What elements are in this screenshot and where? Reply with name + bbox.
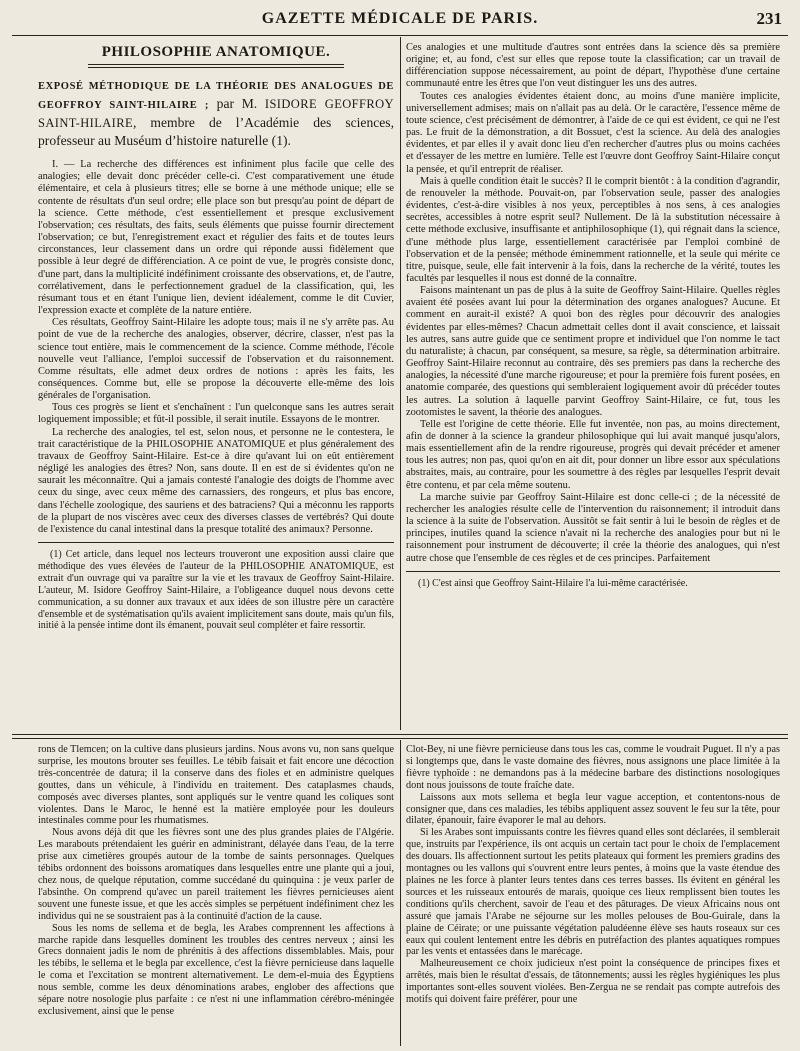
section-title: PHILOSOPHIE ANATOMIQUE. — [101, 44, 331, 60]
paragraph: Malheureusement ce choix judicieux n'est point la conséquence de principes fixes et arrêtés, mais bien le résultat d'essais, de tâtonnements; aussi les règles hygiéniques les plus importantes sont-elles souvent violées. Ben-Zergua ne se rendait pas compte autrefois des motifs qui doivent faire préférer, pour une — [406, 958, 780, 1006]
column-divider-upper — [400, 37, 401, 730]
paragraph: Sous les noms de sellema et de begla, les Arabes comprennent les affections à marche rapide dans lesquelles dominent les troubles des centres nerveux ; ainsi les Grecs donnaient jadis le nom de phrénitis à des affections dissemblables. Mais, pour les tébibs, le sellema et le begla par excellence, c'est la fièvre pernicieuse dans laquelle le coma et l'excitation se montrent alternativement. Le dem-el-muia des Égyptiens nous semble, comme les deux dénominations arabes, englober des affections que sépare notre nosologie plus parfaite : ce n'est ni une inflammation cérébro-méningée exclusivement, ainsi que le pense — [38, 922, 394, 1017]
subtitle-author: ISIDORE GEOFFROY SAINT-HILAIRE — [38, 97, 394, 131]
paragraph: I. — La recherche des différences est infiniment plus facile que celle des analogies; elle devait donc précéder celle-ci. C'est comparativement une étude élémentaire, et cela à plusieurs titres; elle se borne à une méthode unique; elle se contente de résultats d'un seul ordre; elle place son but presqu'au point de départ de la science. Cette méthode, c'est essentiellement et presque exclusivement l'observation; ces résultats, des faits, seuls éléments que puisse fournir directement l'observation; ce but, l'enregistrement exact et régulier des faits et de toutes leurs circonstances, leur classement dans un ordre qui réponde aussi fidèlement que possible à leur degré de différenciation. A ce point de vue, le progrès consiste donc, d'une part, dans la multiplicité indéfiniment croissante des observations, et, de l'autre, corrélativement, dans le perfectionnement graduel de la classification, qui, les résumant tous et en étant l'unique lien, devient idéalement, comme le dit Cuvier, l'expression exacte et complète de la nature entière. — [38, 159, 394, 317]
footnote — [406, 578, 780, 590]
footnote-rule — [406, 571, 780, 572]
footnote — [38, 549, 394, 632]
masthead-rule — [12, 35, 788, 36]
paragraph: rons de Tlemcen; on la cultive dans plusieurs jardins. Nous avons vu, non sans quelque surprise, les moutons brouter ses feuilles. Le tébib faisait et fait encore une décoction très-concentrée de datura; il la conserve dans des fioles et en administre quelques gouttes, dans un véhicule, à l'individu en traitement. Des cataplasmes chauds, composés avec diverses plantes, sont appliqués sur le ventre quand les coliques sont violentes. Dans le Maroc, le henné est la matière employée pour les douleurs intestinales comme pour les rhumatismes. — [38, 744, 394, 827]
paragraph: Mais à quelle condition était le succès? Il le comprit bientôt : à la condition d'agrandir, de renouveler la méthode. Pouvait-on, par l'observation seule, passer des analogies évidentes, c'est-à-dire visibles à nos yeux, perceptibles à nos sens, à ces analogies secrètes, accessibles à notre esprit seul? Nullement. De là la substitution nécessaire à cette méthode exclusive, insuffisante et antiphilosophique (1), qui régnait dans la science, d'une méthode plus large, essentiellement caractérisée par l'emploi combiné de l'observation et de la pensée; méthode éminemment rationnelle, et la seule qui mérite ce titre, puisque, seule, elle fait intervenir à la fois, dans la recherche de la vérité, toutes les facultés par lesquelles il nous est donné de la connaître. — [406, 175, 780, 284]
section-rule-double — [12, 738, 788, 739]
paragraph: Telle est l'origine de cette théorie. Elle fut inventée, non pas, au moins directement, afin de donner à la science la grandeur philosophique qui lui avait manqué jusqu'alors, mais essentiellement afin de la rendre rigoureuse, progrès qui devait précéder et amener tous les autres; non pas, quoi qu'on en ait dit, pour donner un libre essor aux spéculations abstraites, mais, au contraire, pour les soumettre à des règles par lesquelles l'esprit devait être contenu, et par cela même soutenu. — [406, 418, 780, 491]
paragraph: La marche suivie par Geoffroy Saint-Hilaire est donc celle-ci ; de la nécessité de rechercher les analogies résulte celle de l'intervention du raisonnement; il introduit dans la science à la suite de l'observation. Aussitôt se fait sentir à lui le besoin de règles et de principes, inutiles quand la science n'avait ni la recherche des analogies pour but ni le raisonnement pour instrument de découverte; il crée la théorie des analogues, qui n'est autre chose que l'ensemble de ces règles et de ces principes. Parfaitement — [406, 491, 780, 564]
subtitle-rest: , membre de l’Académie des sciences, professeur au Muséum d’histoire naturelle (1). — [38, 115, 394, 149]
article-column-2 — [406, 42, 780, 730]
title-underline — [88, 64, 344, 68]
paragraph: Si les Arabes sont impuissants contre les fièvres quand elles sont déclarées, il semblerait que, instruits par l'expérience, ils ont acquis un certain tact pour le choix de l'emplacement des douars. Ils affectionnent surtout les petits plateaux qui forment les premiers gradins des montagnes ou les vallons qui s'ouvrent entre leurs pentes, à moins que la vaste étendue des plaines ne les force à planter leurs tentes dans ces terres basses. Ils évitent en général les sources et les ruisseaux entourés de marais, quoique ces lieux remplissent bien toutes les conditions qu'ils cherchent, savoir de l'eau et des pâturages. De vieux Africains nous ont assuré que jamais l'Arabe ne séjourne sur les molles pelouses de Bou-Guirale, dans la plaine de Céirate; or une puissante végétation paludéenne élève ses hauts roseaux sur ces eaux qui coulent lentement entre les débris en putréfaction des plantes aquatiques rompues par les vents et entassées dans le marécage. — [406, 827, 780, 958]
paragraph: Faisons maintenant un pas de plus à la suite de Geoffroy Saint-Hilaire. Quelles règles avaient été posées avant lui pour la détermination des organes analogues? Aucune. Et comment en aurait-il existé? A quoi bon des règles pour découvrir des analogies évidentes par elles-mêmes? Chacun admettait celles dont il avait conscience, et laissait les autres, sans autre guide que ce sentiment propre et individuel que l'on nomme le tact du naturaliste; à chacun, par conséquent, sa mesure, sa règle, sa détermination arbitraire. Geoffroy Saint-Hilaire reconnut au contraire, dès ses premiers pas dans la recherche des analogies, la nécessité d'une marche rigoureuse; et pour la première fois furent posées, en anatomie comparée, des questions qui sembleraient logiquement avoir dû précéder toutes les autres. La solution à laquelle parvint Geoffroy Saint-Hilaire, ce fut, tous les zootomistes le savent, la théorie des analogues. — [406, 285, 780, 418]
paragraph: Toutes ces analogies évidentes étaient donc, au moins d'une manière implicite, universellement admises; mais on n'allait pas au delà. Or le caractère, l'essence même de toute science, c'est précisément de démontrer, à l'aide de ce qui est évident, ce qui ne l'est pas. Le fruit de la démonstration, a dit Bossuet, c'est la science. Au delà des analogies évidentes, et par elles il y avait donc lieu d'en rechercher d'autres plus ou moins cachées et d'essayer de les mettre en lumière. Telle est l'œuvre dont Geoffroy Saint-Hilaire conçut la pensée, et qu'il entreprit de réaliser. — [406, 90, 780, 175]
lower-column-2 — [406, 744, 780, 1046]
journal-title: GAZETTE MÉDICALE DE PARIS. — [261, 10, 539, 27]
footnote-rule — [38, 542, 394, 543]
paragraph: Clot-Bey, ni une fièvre pernicieuse dans tous les cas, comme le voudrait Puguet. Il n'y a pas si longtemps que, dans le vaste domaine des fièvres, nous assignons une place limitée à la fièvre typhoïde : ne demandons pas à la médecine barbare des distinctions nosologiques dont nous jouissons de toute fraîche date. — [406, 744, 780, 791]
column-divider-lower — [400, 740, 401, 1046]
paragraph: Tous ces progrès se lient et s'enchaînent : l'un quelconque sans les autres serait logiquement impossible; et fût-il possible, il serait inutile. Essayons de le montrer. — [38, 402, 394, 426]
paragraph: Laissons aux mots sellema et begla leur vague acception, et contentons-nous de consigner que, dans ces maladies, les tébibs appliquent assez souvent le feu sur la tête, pour dilater, épanouir, faire évaporer le mal au dehors. — [406, 791, 780, 827]
paragraph: La recherche des analogies, tel est, selon nous, et personne ne le contestera, le trait caractéristique de la PHILOSOPHIE ANATOMIQUE et plus généralement des travaux de Geoffroy Saint-Hilaire. Est-ce à dire qu'avant lui on eût entièrement négligé les analogies des êtres? Non, sans doute. Il en est de si évidentes qu'on ne saurait les méconnaître. Qui a jamais contesté l'analogie des doigts de l'homme avec ceux du singe, avec ceux même des carnassiers, des rongeurs, et plus bas encore, dans l'échelle zoologique, des sauriens et des batraciens? Qui a méconnu les rapports de la plupart de nos viscères avec ceux des diverses classes de vertébrés? Qui doute de l'existence du canal intestinal dans la presque totalité des animaux? Personne. — [38, 426, 394, 535]
page-number: 231 — [756, 9, 782, 28]
subtitle-prefix: EXPOSÉ MÉTHODIQUE DE LA THÉORIE DES ANALOGUES DE GEOFFROY SAINT-HILAIRE ; — [38, 81, 394, 112]
paragraph: Ces résultats, Geoffroy Saint-Hilaire les adopte tous; mais il ne s'y arrête pas. Au point de vue de la recherche des analogies, observer, décrire, classer, n'est pas la science tout entière, mais le commencement de la science. Comme méthode, l'école nouvelle veut l'alliance, l'emploi successif de l'observation et du raisonnement. Comme résultats, elle admet deux ordres de notions : après les faits, les conséquences. Comme but, elle se propose la découverte elle-même des lois générales de l'organisation. — [38, 317, 394, 402]
footnote-text: (1) C'est ainsi que Geoffroy Saint-Hilaire l'a lui-même caractérisée. — [418, 577, 688, 589]
section-rule — [12, 734, 788, 735]
subtitle-by: par M. — [216, 96, 258, 112]
article-subtitle — [38, 76, 394, 149]
footnote-text: (1) Cet article, dans lequel nos lecteurs trouveront une exposition aussi claire que méthodique des vues élevées de l'auteur de la PHILOSOPHIE ANATOMIQUE, est extrait d'un ouvrage qui va paraître sur la vie et les travaux de Geoffroy Saint-Hilaire. L'auteur, M. Isidore Geoffroy Saint-Hilaire, a l'obligeance duquel nous devons cette communication, a su donner aux travaux et aux idées de son illustre père un caractère d'ensemble et de systématisation qu'ils avaient implicitement sans doute, mais qu'un fils, initié à la pensée intime dont ils émanent, pouvait seul compléter et faire ressortir. — [38, 549, 394, 632]
paragraph: Nous avons déjà dit que les fièvres sont une des plus grandes plaies de l'Algérie. Les marabouts prétendaient les guérir en administrant, délayée dans l'eau, de la terre prise aux cimetières groupés autour de la tombe de saints personnages. Quelques tébibs ordonnent des boissons aromatiques dans lesquelles entre une plante qui a joui, chez nous, de quelque réputation, comme succédané du quinquina : je veux parler de l'absinthe. On comprend qu'avec un pareil traitement les fièvres pernicieuses aient souvent une funeste issue, et que les accès simples se perpétuent indéfiniment chez les individus qui ne se soustraient pas à la continuité d'action de la cause. — [38, 827, 394, 922]
lower-column-1 — [38, 744, 394, 1046]
masthead — [12, 6, 788, 32]
article-column-1 — [38, 42, 394, 730]
paragraph: Ces analogies et une multitude d'autres sont entrées dans la science dès sa première origine; et, au fond, c'est sur elles que repose toute la classification; car un travail de différenciation suppose nécessairement, au point de départ, l'hypothèse d'une certaine communauté entre les êtres que l'on veut distinguer les uns des autres. — [406, 42, 780, 90]
